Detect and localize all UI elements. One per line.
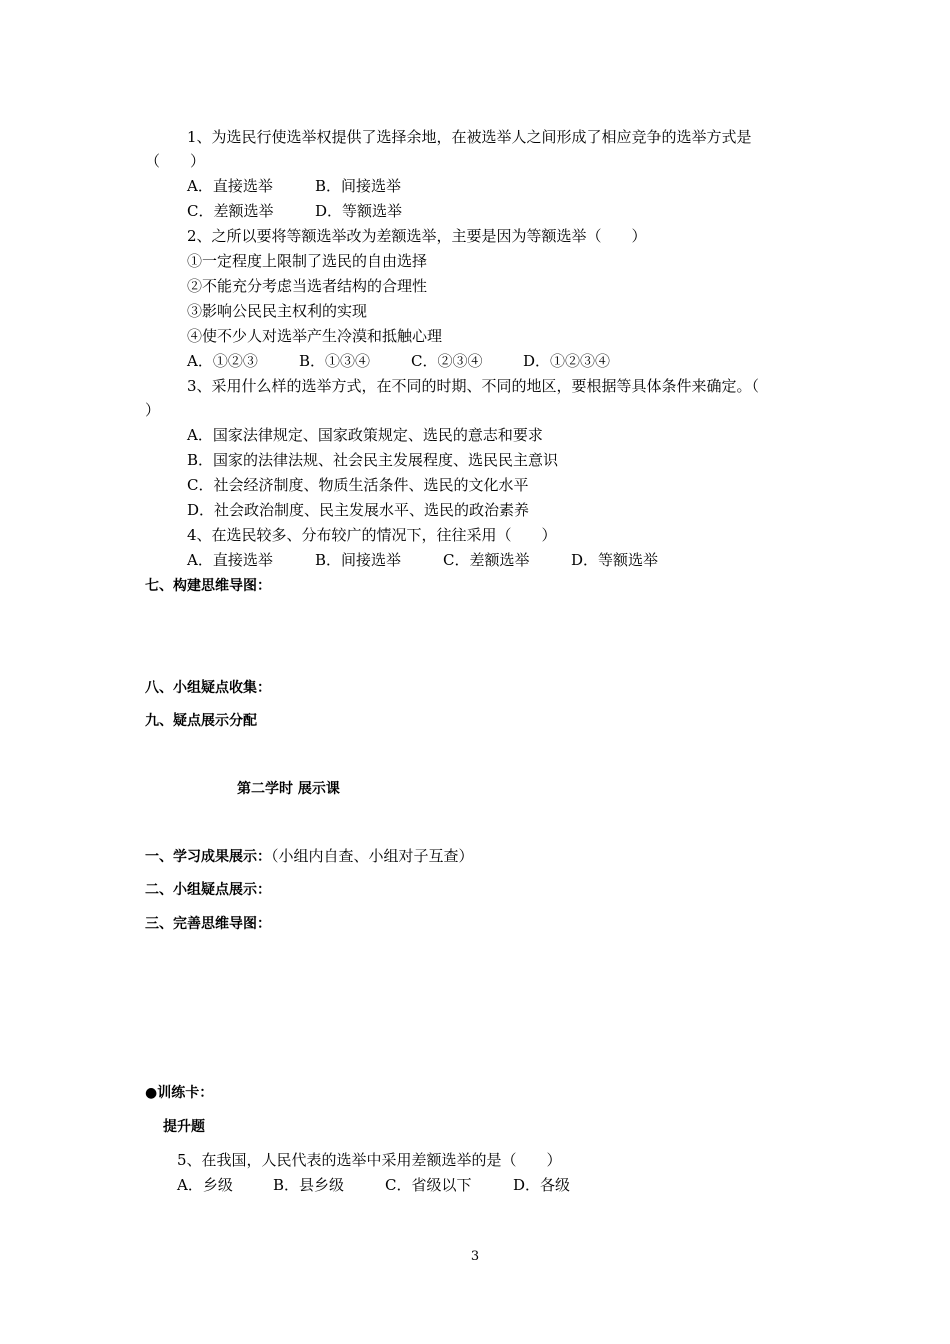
q1-options-row1: [187, 176, 401, 196]
q2-stem: 2、之所以要将等额选举改为差额选举，主要是因为等额选举（ ）: [187, 227, 647, 245]
q3-stem-line2: ）: [145, 401, 161, 419]
q2-option-c: C．②③④: [411, 352, 483, 370]
q4-option-c: C．差额选举: [443, 551, 530, 569]
q5-option-a: A．乡级: [177, 1176, 233, 1194]
q2-item-4: ④使不少人对选举产生冷漠和抵触心理: [187, 327, 443, 345]
section-heading-3: 三、完善思维导图：: [145, 916, 271, 932]
q5-option-b: B．县乡级: [273, 1176, 345, 1194]
q1-options-row2: [187, 201, 402, 221]
section-heading-8: 八、小组疑点收集：: [145, 680, 271, 696]
q2-item-2: ②不能充分考虑当选者结构的合理性: [187, 277, 428, 295]
q2-option-d: D．①②③④: [523, 352, 611, 370]
q4-option-a: A．直接选举: [187, 551, 273, 569]
q3-option-a: A．国家法律规定、国家政策规定、选民的意志和要求: [187, 426, 543, 444]
section-1-line: [145, 846, 474, 867]
q1-option-d: D．等额选举: [315, 202, 403, 220]
q3-option-c: C．社会经济制度、物质生活条件、选民的文化水平: [187, 476, 529, 494]
q2-item-3: ③影响公民民主权利的实现: [187, 302, 368, 320]
q4-option-b: B．间接选举: [315, 551, 402, 569]
q5-option-c: C．省级以下: [385, 1176, 472, 1194]
q2-item-1: ①一定程度上限制了选民的自由选择: [187, 252, 428, 270]
q2-options: [187, 351, 610, 371]
q4-options: [187, 550, 658, 570]
q4-stem: 4、在选民较多、分布较广的情况下，往往采用（ ）: [187, 526, 557, 544]
section-heading-1: 一、学习成果展示：: [145, 849, 271, 865]
q2-option-b: B．①③④: [299, 352, 371, 370]
q3-option-d: D．社会政治制度、民主发展水平、选民的政治素养: [187, 501, 530, 519]
q3-stem-line1: 3、采用什么样的选举方式，在不同的时期、不同的地区，要根据等具体条件来确定。（: [187, 377, 760, 395]
session-title: 第二学时 展示课: [237, 781, 340, 797]
q5-stem: 5、在我国，人民代表的选举中采用差额选举的是（ ）: [177, 1151, 562, 1169]
q1-option-b: B．间接选举: [315, 177, 402, 195]
q1-option-a: A．直接选举: [187, 177, 273, 195]
section-heading-2: 二、小组疑点展示：: [145, 882, 271, 898]
upgrade-heading: 提升题: [163, 1119, 205, 1135]
page-number: 3: [470, 1249, 480, 1264]
q5-option-d: D．各级: [513, 1176, 571, 1194]
q3-option-b: B．国家的法律法规、社会民主发展程度、选民民主意识: [187, 451, 559, 469]
section-1-note: （小组内自查、小组对子互查）: [271, 847, 474, 865]
q5-options: [177, 1175, 570, 1195]
q1-option-c: C．差额选举: [187, 202, 274, 220]
section-heading-9: 九、疑点展示分配: [145, 713, 257, 729]
q4-option-d: D．等额选举: [571, 551, 659, 569]
training-card-heading: ●训练卡：: [145, 1085, 214, 1101]
section-heading-7: 七、构建思维导图：: [145, 578, 271, 594]
q1-stem-line2: （ ）: [145, 152, 206, 170]
q1-stem-line1: 1、为选民行使选举权提供了选择余地，在被选举人之间形成了相应竞争的选举方式是: [187, 128, 752, 146]
q2-option-a: A．①②③: [187, 352, 258, 370]
